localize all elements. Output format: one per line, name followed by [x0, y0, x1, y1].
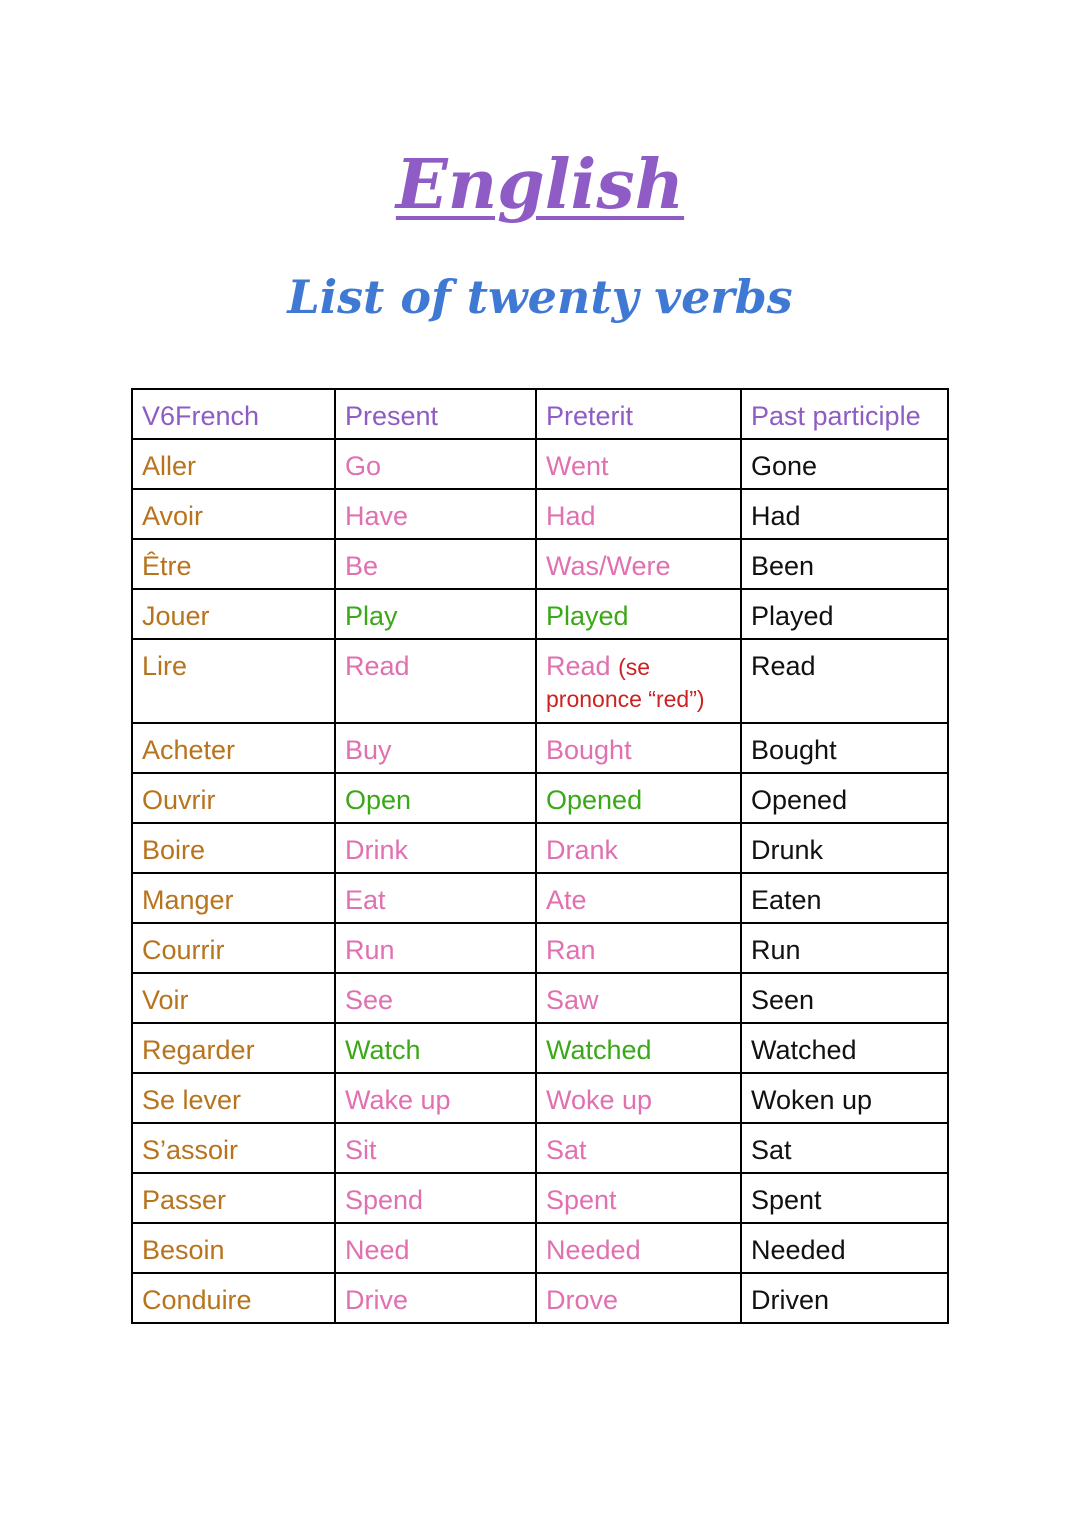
french-verb-cell: Boire — [132, 823, 335, 873]
preterit-cell — [536, 1123, 741, 1173]
header-cell-preterit: Preterit — [536, 389, 741, 439]
french-verb-cell: Besoin — [132, 1223, 335, 1273]
present-cell: Spend — [335, 1173, 536, 1223]
preterit-cell — [536, 439, 741, 489]
present-cell: Watch — [335, 1023, 536, 1073]
present-cell: Buy — [335, 723, 536, 773]
french-verb-cell: Courrir — [132, 923, 335, 973]
preterit-text: Had — [546, 501, 596, 531]
past-participle-cell: Been — [741, 539, 948, 589]
table-row — [132, 1073, 948, 1123]
present-cell: Open — [335, 773, 536, 823]
french-verb-cell: Passer — [132, 1173, 335, 1223]
preterit-text: Spent — [546, 1185, 617, 1215]
french-verb-cell: Voir — [132, 973, 335, 1023]
table-row — [132, 489, 948, 539]
preterit-text: Needed — [546, 1235, 641, 1265]
page-title: English — [395, 145, 685, 225]
preterit-cell — [536, 773, 741, 823]
french-verb-cell: Acheter — [132, 723, 335, 773]
table-row — [132, 873, 948, 923]
present-cell: Drive — [335, 1273, 536, 1323]
table-row — [132, 1023, 948, 1073]
past-participle-cell: Run — [741, 923, 948, 973]
table-row — [132, 973, 948, 1023]
preterit-cell — [536, 489, 741, 539]
preterit-text: Saw — [546, 985, 599, 1015]
present-cell: See — [335, 973, 536, 1023]
table-row — [132, 823, 948, 873]
past-participle-cell: Watched — [741, 1023, 948, 1073]
preterit-text: Watched — [546, 1035, 652, 1065]
past-participle-cell: Sat — [741, 1123, 948, 1173]
preterit-cell — [536, 973, 741, 1023]
past-participle-cell: Played — [741, 589, 948, 639]
pronunciation-note: (se prononce “red”) — [546, 654, 705, 712]
preterit-cell — [536, 1223, 741, 1273]
past-participle-cell: Woken up — [741, 1073, 948, 1123]
preterit-text: Read — [546, 651, 611, 681]
preterit-cell — [536, 1073, 741, 1123]
french-verb-cell: Avoir — [132, 489, 335, 539]
preterit-text: Sat — [546, 1135, 587, 1165]
present-cell: Play — [335, 589, 536, 639]
french-verb-cell: Manger — [132, 873, 335, 923]
preterit-cell — [536, 923, 741, 973]
present-cell: Read — [335, 639, 536, 723]
present-cell: Have — [335, 489, 536, 539]
header-cell-french: V6French — [132, 389, 335, 439]
past-participle-cell: Bought — [741, 723, 948, 773]
present-cell: Eat — [335, 873, 536, 923]
preterit-text: Opened — [546, 785, 643, 815]
preterit-text: Drove — [546, 1285, 619, 1315]
french-verb-cell: Regarder — [132, 1023, 335, 1073]
verb-table — [131, 388, 949, 1324]
present-cell: Wake up — [335, 1073, 536, 1123]
preterit-cell — [536, 723, 741, 773]
past-participle-cell: Drunk — [741, 823, 948, 873]
preterit-text: Went — [546, 451, 609, 481]
present-cell: Run — [335, 923, 536, 973]
past-participle-cell: Gone — [741, 439, 948, 489]
table-row — [132, 1123, 948, 1173]
french-verb-cell: Jouer — [132, 589, 335, 639]
present-cell: Need — [335, 1223, 536, 1273]
page-subtitle: List of twenty verbs — [287, 270, 793, 324]
present-cell: Go — [335, 439, 536, 489]
preterit-text: Ran — [546, 935, 596, 965]
past-participle-cell: Eaten — [741, 873, 948, 923]
table-row — [132, 1223, 948, 1273]
preterit-cell — [536, 639, 741, 723]
preterit-cell — [536, 539, 741, 589]
french-verb-cell: Se lever — [132, 1073, 335, 1123]
table-row — [132, 639, 948, 723]
french-verb-cell: Aller — [132, 439, 335, 489]
past-participle-cell: Read — [741, 639, 948, 723]
table-row — [132, 439, 948, 489]
past-participle-cell: Driven — [741, 1273, 948, 1323]
french-verb-cell: Ouvrir — [132, 773, 335, 823]
preterit-text: Woke up — [546, 1085, 653, 1115]
past-participle-cell: Had — [741, 489, 948, 539]
table-row — [132, 1173, 948, 1223]
preterit-text: Was/Were — [546, 551, 671, 581]
table-header-row — [132, 389, 948, 439]
preterit-cell — [536, 589, 741, 639]
table-row — [132, 539, 948, 589]
past-participle-cell: Spent — [741, 1173, 948, 1223]
preterit-cell — [536, 873, 741, 923]
preterit-cell — [536, 823, 741, 873]
french-verb-cell: S’assoir — [132, 1123, 335, 1173]
header-cell-present: Present — [335, 389, 536, 439]
preterit-text: Drank — [546, 835, 619, 865]
table-row — [132, 723, 948, 773]
preterit-text: Played — [546, 601, 629, 631]
header-cell-past-participle: Past participle — [741, 389, 948, 439]
french-verb-cell: Être — [132, 539, 335, 589]
table-row — [132, 773, 948, 823]
present-cell: Sit — [335, 1123, 536, 1173]
preterit-cell — [536, 1023, 741, 1073]
preterit-text: Bought — [546, 735, 632, 765]
preterit-text: Ate — [546, 885, 587, 915]
preterit-cell — [536, 1273, 741, 1323]
preterit-cell — [536, 1173, 741, 1223]
table-row — [132, 923, 948, 973]
past-participle-cell: Opened — [741, 773, 948, 823]
french-verb-cell: Conduire — [132, 1273, 335, 1323]
past-participle-cell: Needed — [741, 1223, 948, 1273]
present-cell: Drink — [335, 823, 536, 873]
french-verb-cell: Lire — [132, 639, 335, 723]
present-cell: Be — [335, 539, 536, 589]
table-row — [132, 589, 948, 639]
table-row — [132, 1273, 948, 1323]
past-participle-cell: Seen — [741, 973, 948, 1023]
